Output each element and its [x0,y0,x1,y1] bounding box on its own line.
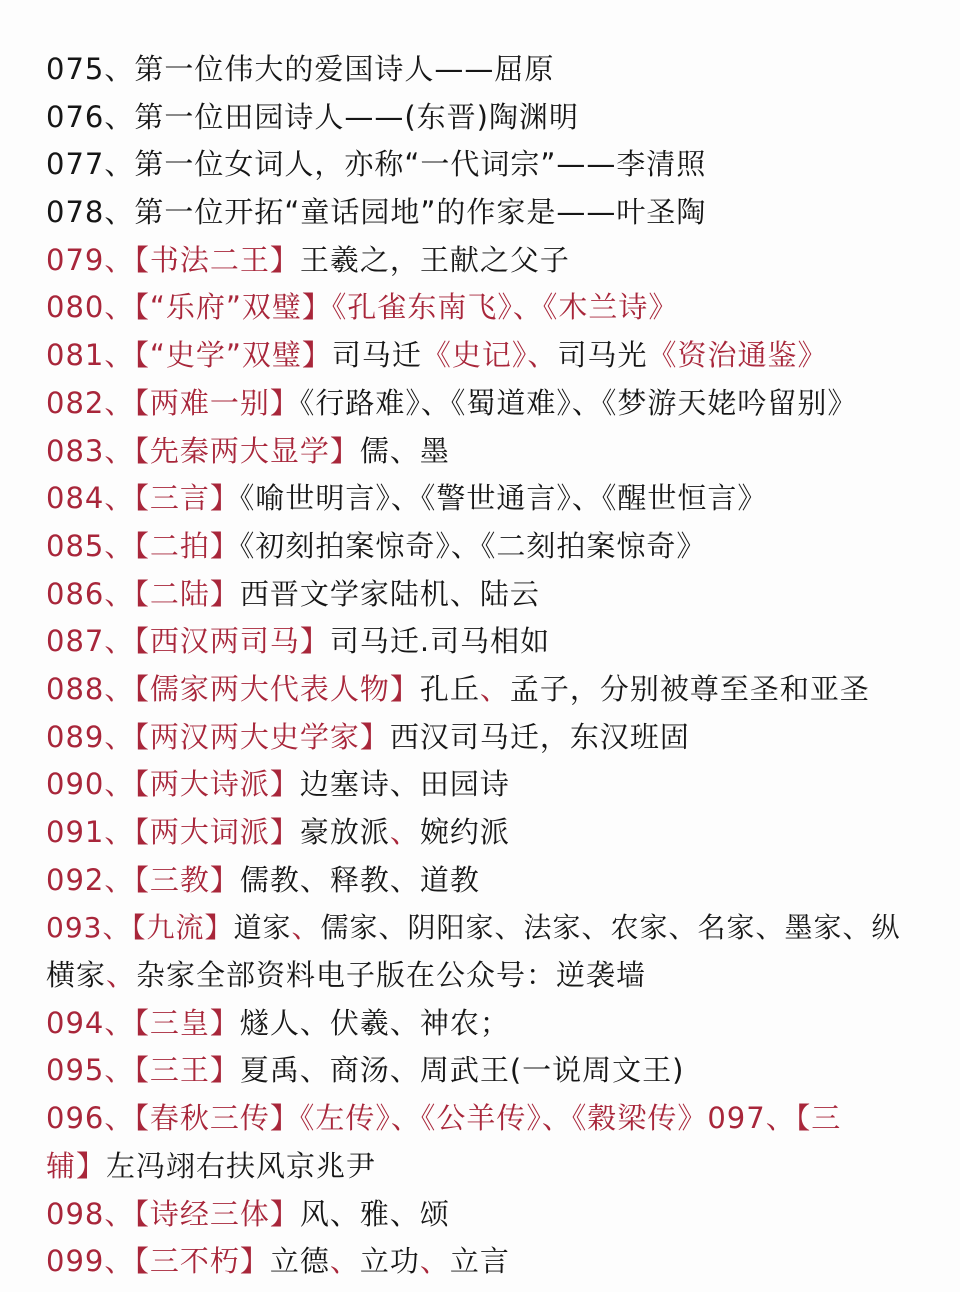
body-text: 立言 [449,1244,510,1279]
list-line [46,141,916,189]
list-line [46,1000,916,1048]
highlight-text: 084、【三言】 [46,481,240,516]
list-line [46,1143,916,1191]
list-line [46,952,916,1000]
body-text: 司马光 [557,338,648,373]
highlight-text: 080、【“乐府”双璧】《孔雀东南飞》、《木兰诗》 [46,290,679,325]
highlight-text: 、 [419,1244,450,1279]
list-line [46,1238,916,1286]
body-text: 儒教、释教、道教 [239,862,480,897]
highlight-text: 086、【二陆】 [46,576,240,611]
highlight-text: 、 [106,958,137,993]
list-line [46,714,916,762]
list-line [46,666,916,714]
body-text: 司马迁.司马相如 [329,624,551,659]
knowledge-list [46,46,916,1286]
list-line [46,1047,916,1095]
list-line [46,46,916,94]
list-line [46,332,916,380]
list-line [46,237,916,285]
list-line [46,428,916,476]
body-text: 王羲之，王献之父子 [299,242,570,277]
highlight-text: 096、【春秋三传】《左传》、《公羊传》、《穀梁传》097、【三 [46,1101,842,1136]
body-text: 孟子，分别被尊至圣和亚圣 [509,671,870,706]
body-text: 风、雅、颂 [299,1196,450,1231]
body-text: 道家 [233,911,292,945]
highlight-text: 099、【三不朽】 [46,1244,270,1279]
highlight-text: 081、【“史学”双璧】 [46,338,332,373]
list-line [46,380,916,428]
list-line [46,1095,916,1143]
body-text: 杂家全部资料电子版在公众号：逆袭墙 [136,958,647,993]
list-line [46,857,916,905]
list-line [46,523,916,571]
list-line [46,475,916,523]
highlight-text: 083、【先秦两大显学】 [46,433,360,468]
highlight-text: 088、【儒家两大代表人物】 [46,671,420,706]
body-text: 078、第一位开拓“童话园地”的作家是——叶圣陶 [46,195,707,230]
body-text: 司马迁 [331,338,422,373]
highlight-text: 089、【两汉两大史学家】 [46,719,390,754]
list-line [46,618,916,666]
list-line [46,761,916,809]
body-text: 孔丘 [419,671,480,706]
body-text: 燧人、伏羲、神农； [239,1005,510,1040]
body-text: 西晋文学家陆机、陆云 [239,576,540,611]
highlight-text: 、 [479,671,510,706]
body-text: 《喻世明言》、《警世通言》、《醒世恒言》 [239,481,768,516]
highlight-text: 079、【书法二王】 [46,242,300,277]
list-line [46,94,916,142]
highlight-text: 091、【两大词派】 [46,815,300,849]
body-text: 婉约派 [419,815,510,849]
highlight-text: 092、【三教】 [46,862,240,897]
body-text: 西汉司马迁，东汉班固 [389,719,690,754]
list-line [46,1191,916,1239]
body-text: 075、第一位伟大的爱国诗人——屈原 [46,52,555,86]
highlight-text: 098、【诗经三体】 [46,1196,300,1231]
list-line [46,284,916,332]
body-text: 豪放派 [299,815,390,849]
highlight-text: 、 [291,911,321,945]
body-text: 左冯翊右扶风京兆尹 [106,1148,377,1183]
body-text: 立功 [359,1244,420,1279]
list-line [46,809,916,857]
body-text: 077、第一位女词人，亦称“一代词宗”——李清照 [46,147,707,182]
highlight-text: 094、【三皇】 [46,1005,240,1040]
list-line [46,189,916,237]
highlight-text: 095、【三王】 [46,1053,240,1088]
highlight-text: 《史记》、 [421,338,558,373]
body-text: 夏禹、商汤、周武王(一说周文王) [239,1053,685,1088]
list-line [46,571,916,619]
body-text: 横家 [46,958,107,993]
body-text: 儒、墨 [359,433,450,468]
highlight-text: 087、【西汉两司马】 [46,624,330,659]
body-text: 《行路难》、《蜀道难》、《梦游天姥吟留别》 [299,385,858,420]
highlight-text: 090、【两大诗派】 [46,767,300,802]
body-text: 立德 [269,1244,330,1279]
list-line [46,904,916,952]
highlight-text: 、 [329,1244,360,1279]
highlight-text: 《资治通鉴》 [647,338,828,373]
body-text: 边塞诗、田园诗 [299,767,510,802]
highlight-text: 085、【二拍】 [46,528,240,563]
highlight-text: 、 [389,815,420,849]
highlight-text: 辅】 [46,1148,107,1183]
body-text: 儒家、阴阳家、法家、农家、名家、墨家、纵 [320,911,901,945]
highlight-text: 093、【九流】 [46,911,234,945]
body-text: 076、第一位田园诗人——(东晋)陶渊明 [46,99,579,134]
highlight-text: 082、【两难一别】 [46,385,300,420]
body-text: 《初刻拍案惊奇》、《二刻拍案惊奇》 [239,528,707,563]
